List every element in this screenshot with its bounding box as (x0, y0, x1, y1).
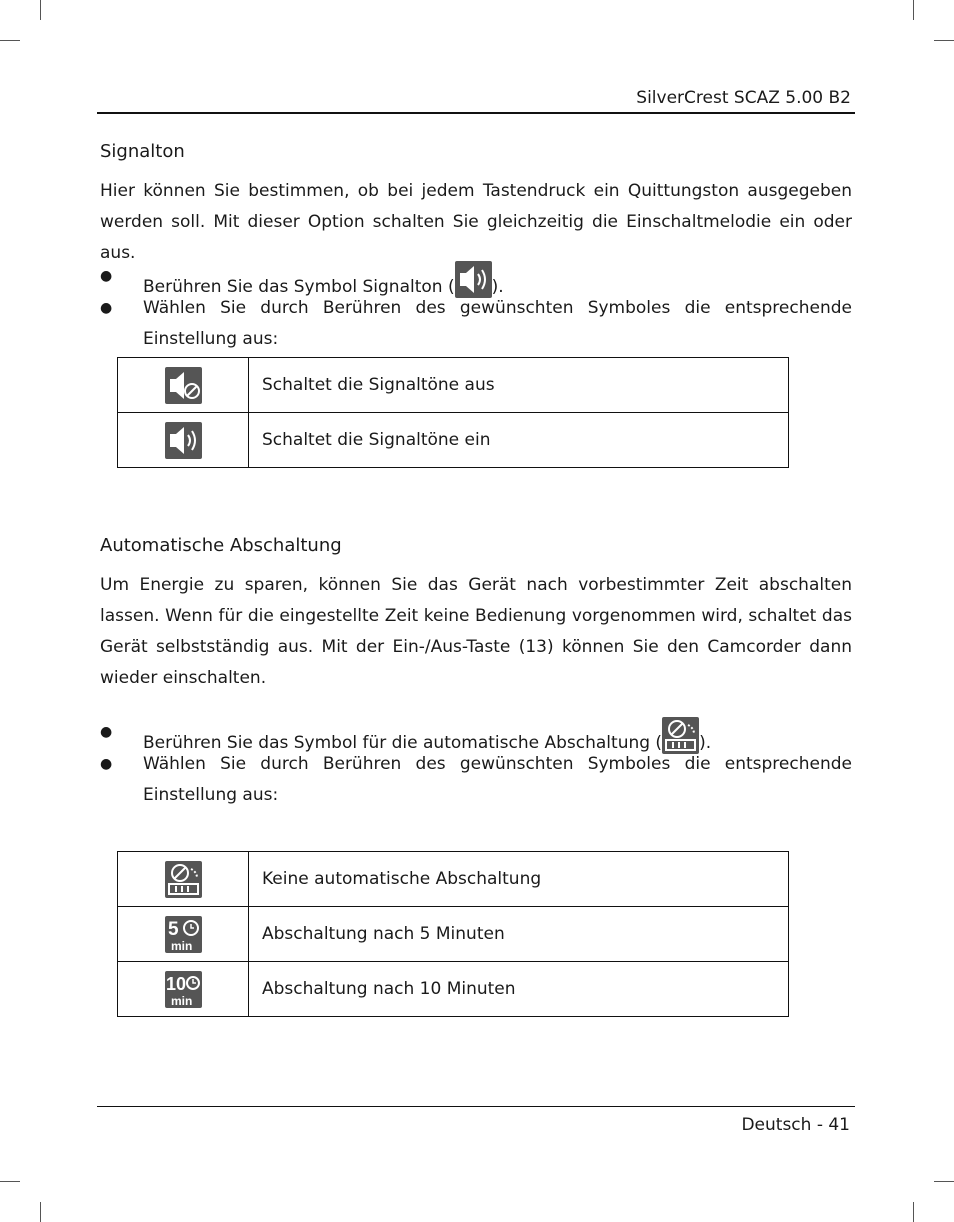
page-number: Deutsch - 41 (741, 1115, 850, 1135)
section-paragraph-auto-off: Um Energie zu sparen, können Sie das Gerät nach vorbestimmter Zeit abschalten lassen. Wenn für die eingestellte Zeit keine Bedienung vorgenommen wird, schaltet das Gerät selbstständig aus. Mit der Ein-/Aus-Taste (13) können Sie den Camcorder dann wieder einschalten. (100, 575, 852, 688)
table-row (118, 358, 789, 413)
bullet-text-end: ). (491, 277, 504, 297)
bullet-text: Wählen Sie durch Berühren des gewünschten Symboles die entsprechende Einstellung aus: (143, 298, 852, 349)
option-label: Keine automatische Abschaltung (249, 852, 789, 907)
crop-mark (40, 1202, 41, 1222)
option-label: Schaltet die Signaltöne aus (249, 358, 789, 413)
crop-mark (913, 1202, 914, 1222)
bullet-text: Berühren Sie das Symbol für die automatische Abschaltung ( (143, 733, 663, 753)
bullet-dot: ● (100, 300, 113, 316)
crop-mark (913, 0, 914, 20)
header-rule (97, 112, 855, 114)
bullet-text: Berühren Sie das Symbol Signalton ( (143, 277, 455, 297)
option-label: Abschaltung nach 5 Minuten (249, 907, 789, 962)
icon-label-unit: min (170, 938, 192, 953)
crop-mark (0, 40, 20, 41)
crop-mark (0, 1181, 20, 1182)
option-label: Schaltet die Signaltöne ein (249, 413, 789, 468)
icon-label-number: 5 (167, 918, 179, 940)
icon-label-number: 10 (165, 973, 186, 994)
document-header-title: SilverCrest SCAZ 5.00 B2 (636, 88, 851, 108)
bullet-text: Wählen Sie durch Berühren des gewünschten Symboles die entsprechende Einstellung aus: (143, 754, 852, 805)
table-row (118, 852, 789, 907)
table-row (118, 907, 789, 962)
speaker-muted-icon (165, 367, 202, 404)
bullet-dot: ● (100, 724, 113, 740)
crop-mark (934, 1181, 954, 1182)
section-paragraph-signalton: Hier können Sie bestimmen, ob bei jedem Tastendruck ein Quittungston ausgegeben werden soll. Mit dieser Option schalten Sie gleichzeitig die Einschaltmelodie ein oder aus. (100, 181, 852, 263)
speaker-on-icon (165, 422, 202, 459)
crop-mark (934, 40, 954, 41)
auto-off-options-table (117, 851, 789, 1017)
crop-mark (40, 0, 41, 20)
bullet-dot: ● (100, 756, 113, 772)
icon-label-unit: min (170, 993, 192, 1008)
signalton-options-table (117, 357, 789, 468)
auto-off-10min-icon (165, 971, 202, 1008)
table-row (118, 962, 789, 1017)
auto-off-5min-icon (165, 916, 202, 953)
section-heading-auto-off: Automatische Abschaltung (100, 535, 342, 556)
bullet-text-end: ). (699, 733, 712, 753)
bullet-item (100, 749, 852, 811)
bullet-dot: ● (100, 268, 113, 284)
footer-rule (97, 1106, 855, 1107)
auto-off-disabled-icon (165, 861, 202, 898)
option-label: Abschaltung nach 10 Minuten (249, 962, 789, 1017)
section-heading-signalton: Signalton (100, 141, 185, 162)
table-row (118, 413, 789, 468)
bullet-item (100, 293, 852, 355)
